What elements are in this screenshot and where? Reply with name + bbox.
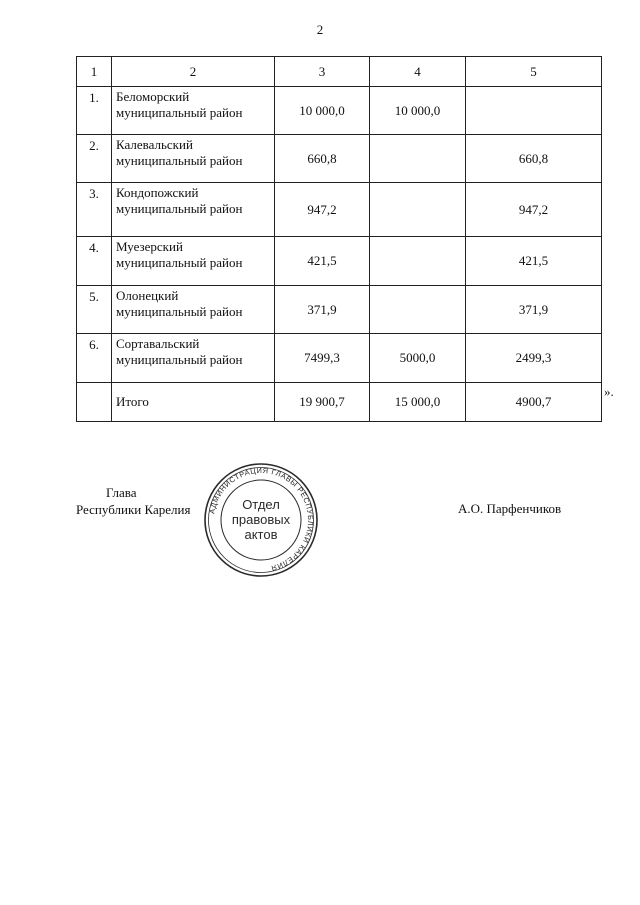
value-col5	[466, 87, 602, 135]
district-name: Олонецкий муниципальный район	[112, 286, 275, 334]
district-name: Муезерский муниципальный район	[112, 237, 275, 286]
value-col3: 421,5	[275, 237, 370, 286]
signer-name: А.О. Парфенчиков	[458, 501, 562, 516]
header-cell: 4	[370, 57, 466, 87]
district-name: Сортавальский муниципальный район	[112, 334, 275, 383]
value-col4	[370, 135, 466, 183]
row-number: 1.	[77, 87, 112, 135]
row-number: 3.	[77, 183, 112, 237]
header-cell: 2	[112, 57, 275, 87]
row-number: 4.	[77, 237, 112, 286]
value-col3: 660,8	[275, 135, 370, 183]
signature-title-line2: Республики Карелия	[76, 502, 191, 517]
value-col5: 371,9	[466, 286, 602, 334]
official-stamp	[203, 462, 319, 578]
stamp-center-line2: правовых	[231, 512, 291, 527]
row-number	[77, 383, 112, 422]
value-col5: 947,2	[466, 183, 602, 237]
value-col4: 10 000,0	[370, 87, 466, 135]
row-number: 5.	[77, 286, 112, 334]
value-col3: 371,9	[275, 286, 370, 334]
value-col4	[370, 183, 466, 237]
total-label: Итого	[112, 383, 275, 422]
total-col4: 15 000,0	[370, 383, 466, 422]
value-col5: 660,8	[466, 135, 602, 183]
table-row	[77, 183, 602, 237]
header-cell: 1	[77, 57, 112, 87]
table-row	[77, 135, 602, 183]
header-cell: 3	[275, 57, 370, 87]
value-col4	[370, 237, 466, 286]
district-name: Кондопожский муниципальный район	[112, 183, 275, 237]
value-col5: 2499,3	[466, 334, 602, 383]
stamp-ring-text: АДМИНИСТРАЦИЯ ГЛАВЫ РЕСПУБЛИКИ КАРЕЛИЯ	[207, 465, 316, 573]
row-number: 6.	[77, 334, 112, 383]
signature-title-line1: Глава	[106, 485, 137, 500]
table-row	[77, 87, 602, 135]
allocation-table	[76, 56, 602, 422]
value-col5: 421,5	[466, 237, 602, 286]
table-row	[77, 334, 602, 383]
signature-title	[76, 484, 190, 518]
value-col3: 947,2	[275, 183, 370, 237]
value-col3: 10 000,0	[275, 87, 370, 135]
row-number: 2.	[77, 135, 112, 183]
stamp-center-line3: актов	[244, 527, 278, 542]
total-col5: 4900,7	[466, 383, 602, 422]
value-col4	[370, 286, 466, 334]
closing-quote: ».	[604, 384, 614, 399]
table-row	[77, 237, 602, 286]
total-col3: 19 900,7	[275, 383, 370, 422]
value-col4: 5000,0	[370, 334, 466, 383]
page-number: 2	[316, 22, 324, 37]
table-row	[77, 286, 602, 334]
district-name: Беломорский муниципальный район	[112, 87, 275, 135]
header-cell: 5	[466, 57, 602, 87]
total-row	[77, 383, 602, 422]
district-name: Калевальский муниципальный район	[112, 135, 275, 183]
value-col3: 7499,3	[275, 334, 370, 383]
stamp-center-line1: Отдел	[242, 497, 280, 512]
table-header-row	[77, 57, 602, 87]
